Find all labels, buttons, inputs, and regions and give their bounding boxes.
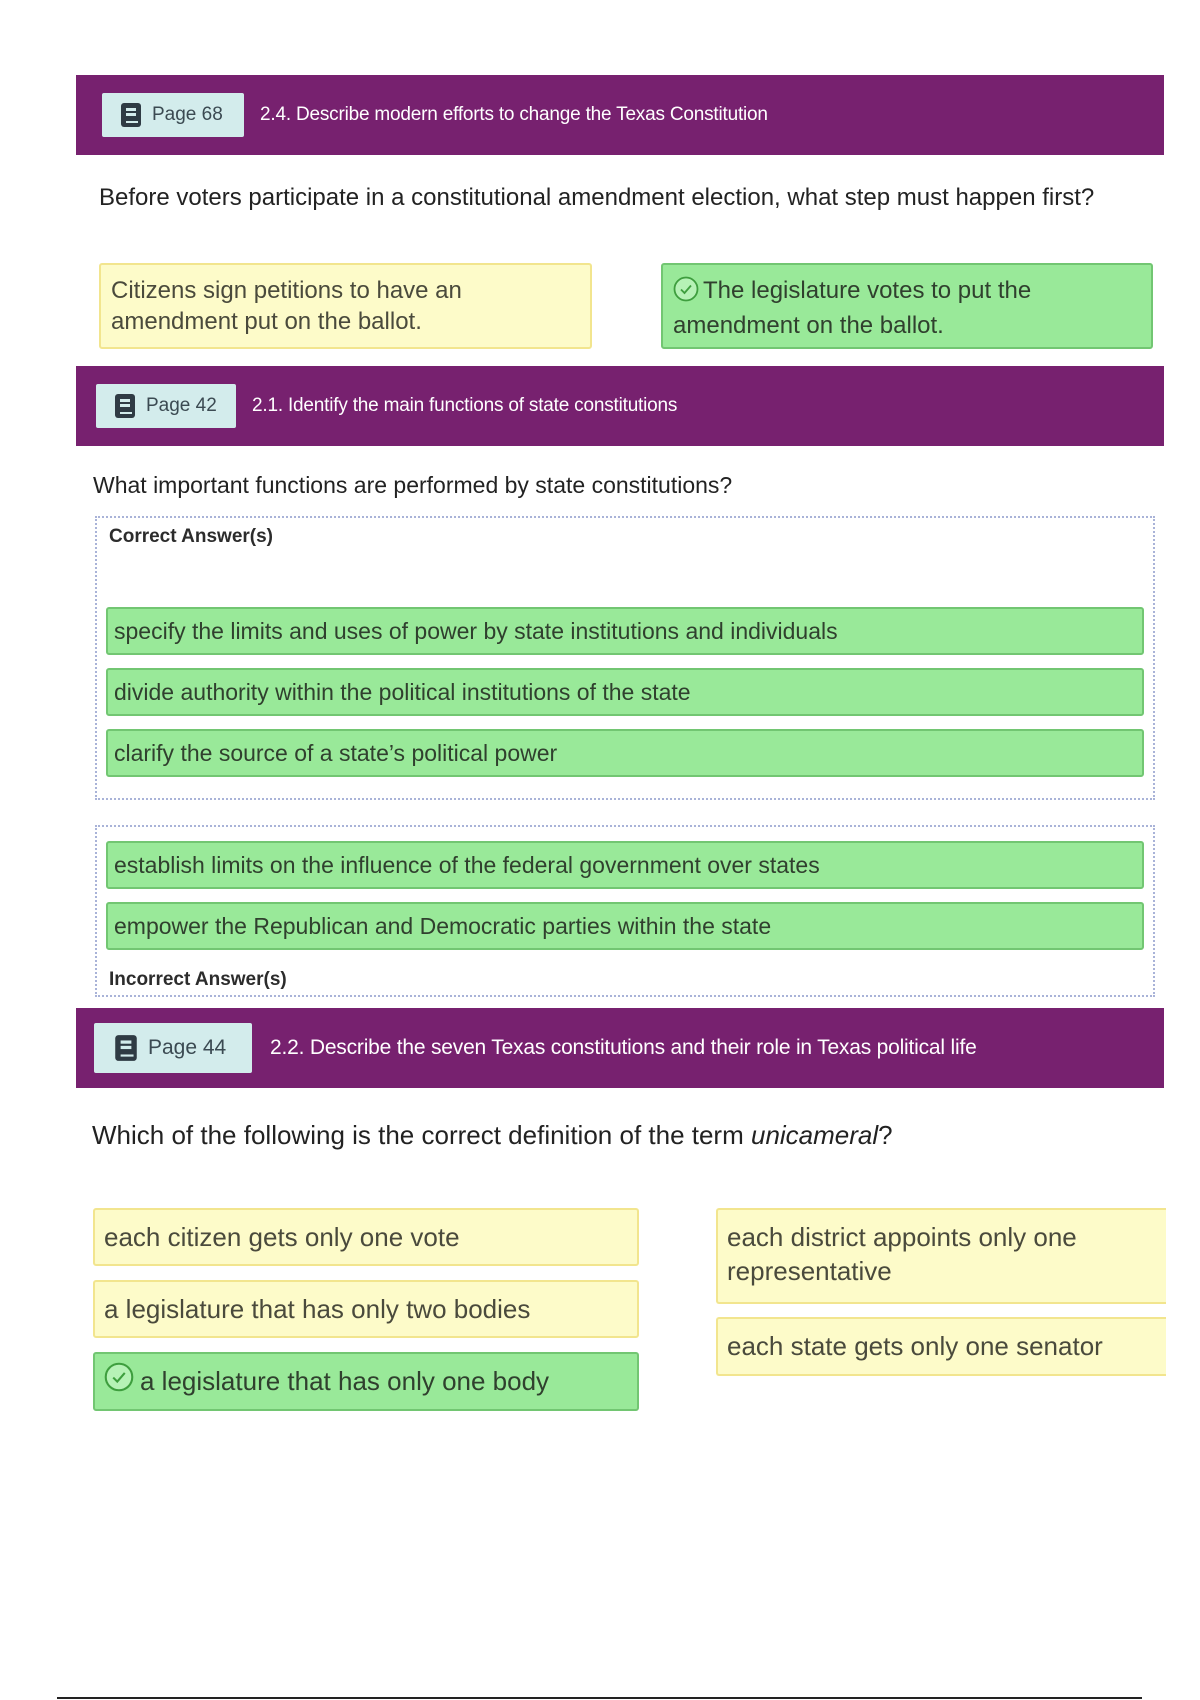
answer-option-text: clarify the source of a state’s political power [114,740,558,766]
question-term: unicameral [750,1120,879,1150]
question-text: Before voters participate in a constitutional amendment election, what step must happen first? [99,184,1095,211]
footer-divider [57,1697,1142,1699]
question-text [92,1120,893,1151]
question-prefix: Which of the following is the correct definition of the term [92,1120,751,1150]
objective-text: 2.2. Describe the seven Texas constitutions and their role in Texas political life [270,1036,977,1059]
page-label: Page 68 [152,104,223,125]
section-banner-1 [76,75,1164,155]
page-label: Page 42 [146,395,217,416]
objective-text: 2.1. Identify the main functions of state constitutions [252,395,678,416]
check-circle-icon [673,276,699,310]
question-suffix: ? [878,1120,893,1150]
answer-option[interactable] [716,1317,1166,1376]
answer-option-text: a legislature that has only one body [140,1365,550,1396]
question-text: What important functions are performed by state constitutions? [93,472,733,498]
section-banner-3 [76,1008,1164,1088]
answer-option[interactable] [93,1208,639,1266]
answer-option-text: a legislature that has only two bodies [104,1294,531,1324]
answer-option[interactable] [93,1280,639,1338]
answer-option-text: divide authority within the political institutions of the state [114,679,691,705]
answer-option-text: each district appoints only one representative [727,1222,1077,1286]
page-label: Page 44 [148,1036,227,1059]
page-link-button[interactable] [102,93,244,137]
answer-option-text: establish limits on the influence of the federal government over states [114,852,820,878]
answer-option-correct[interactable] [106,607,1144,655]
objective-text: 2.4. Describe modern efforts to change the Texas Constitution [260,104,768,125]
page-link-button[interactable] [94,1023,252,1073]
check-circle-icon [104,1362,134,1401]
page-link-button[interactable] [96,384,236,428]
answer-option-correct[interactable] [106,668,1144,716]
answer-option-text: each state gets only one senator [727,1331,1103,1361]
answer-option[interactable] [106,902,1144,950]
answer-option-correct[interactable] [106,729,1144,777]
answer-option-correct[interactable] [661,263,1153,349]
answer-option-correct[interactable] [93,1352,639,1411]
book-icon [114,1034,138,1062]
answer-option[interactable] [99,263,592,349]
answer-option-text: each citizen gets only one vote [104,1222,460,1252]
answer-option-text: specify the limits and uses of power by state institutions and individuals [114,618,838,644]
incorrect-answers-label: Incorrect Answer(s) [109,969,287,990]
answer-option-text: The legislature votes to put the amendment on the ballot. [673,277,1032,340]
book-icon [120,102,142,128]
correct-answers-label: Correct Answer(s) [109,526,274,547]
answer-option-text: empower the Republican and Democratic parties within the state [114,913,772,939]
answer-option-text: Citizens sign petitions to have an amendment put on the ballot. [111,277,462,336]
answer-option[interactable] [716,1208,1166,1304]
answer-option[interactable] [106,841,1144,889]
section-banner-2 [76,366,1164,446]
book-icon [114,393,136,419]
